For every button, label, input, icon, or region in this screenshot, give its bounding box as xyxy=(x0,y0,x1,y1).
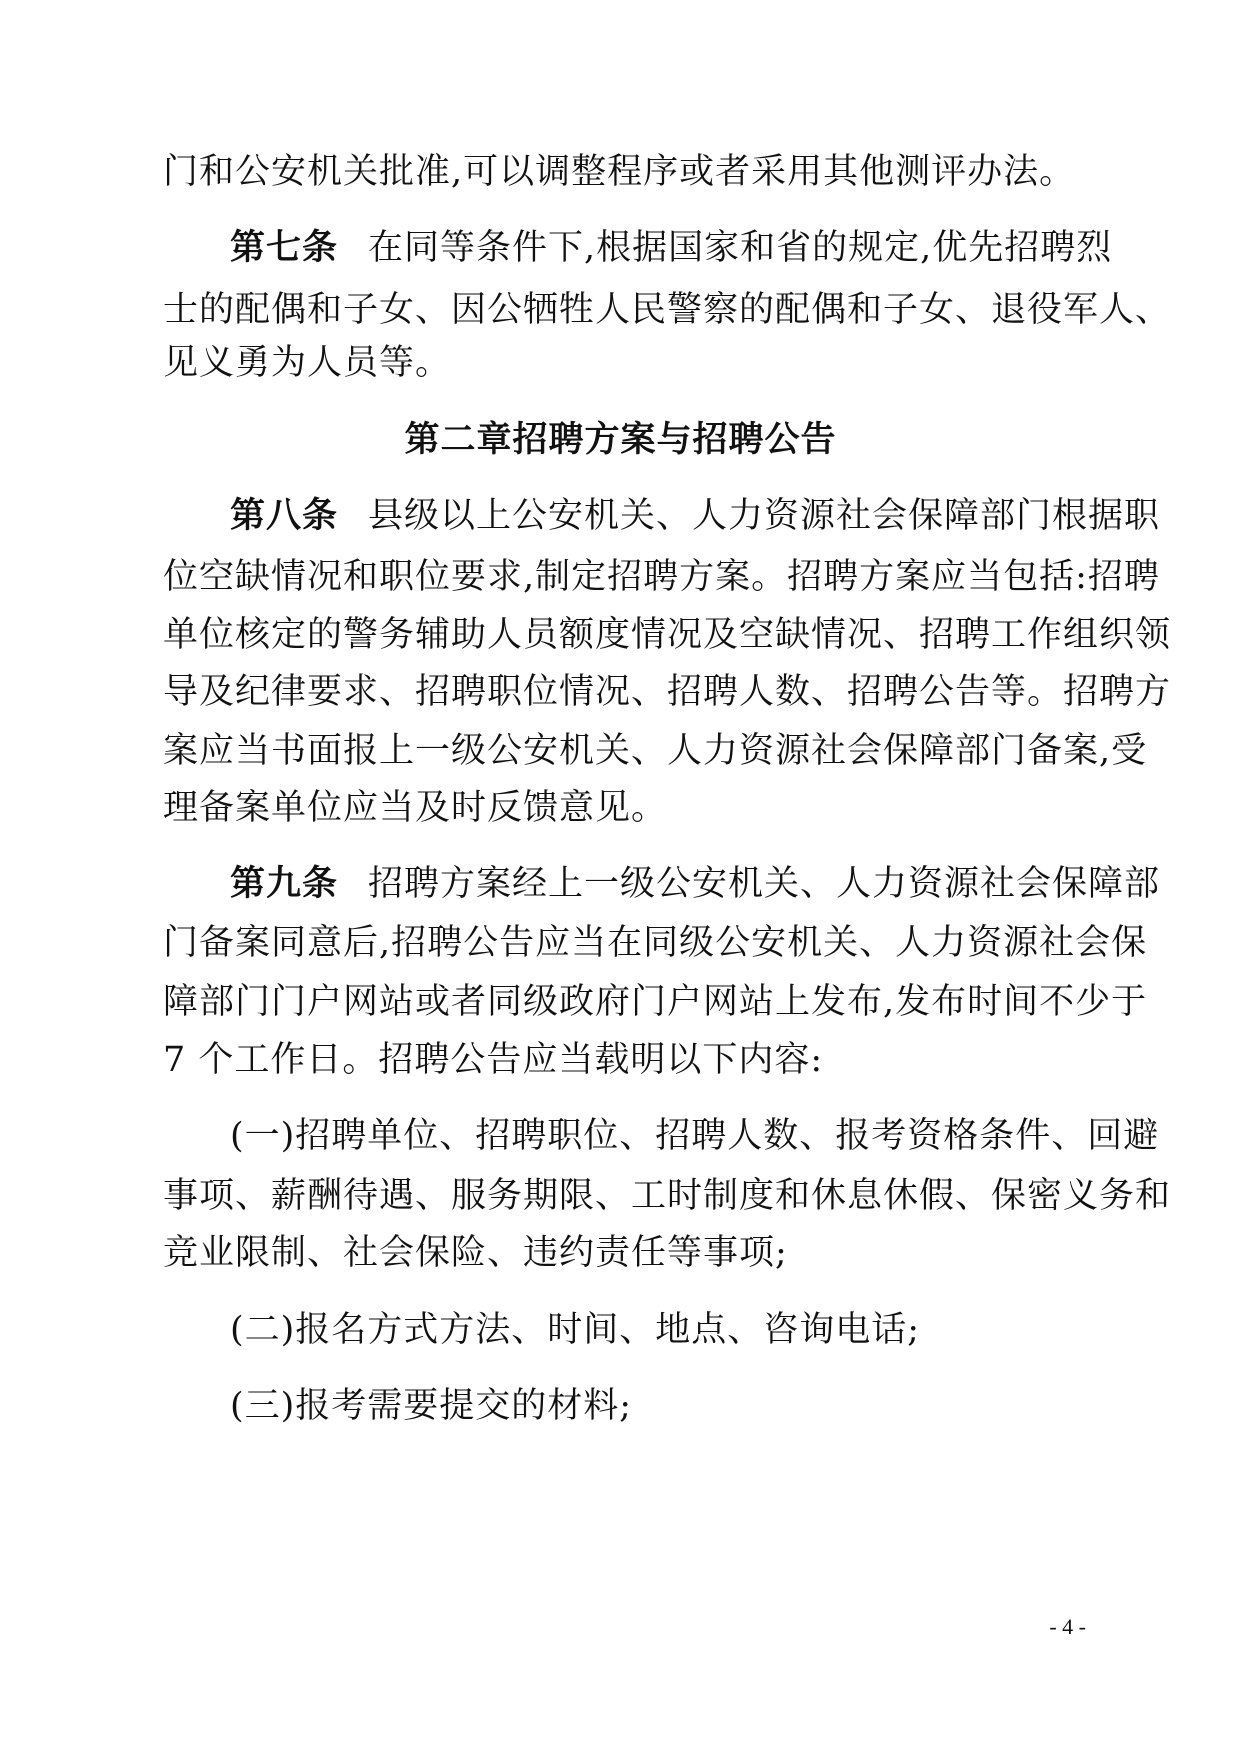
article-9-line-1 xyxy=(230,863,1161,904)
line-text: 位空缺情况和职位要求,制定招聘方案。招聘方案应当包括:招聘 xyxy=(163,557,1160,597)
article-9-line-2 xyxy=(163,923,1148,963)
article-9-line-4 xyxy=(163,1040,1103,1080)
line-text: 见义勇为人员等。 xyxy=(163,343,452,383)
article-8-label: 第八条 xyxy=(230,495,339,536)
line-text: 士的配偶和子女、因公牺牲人民警察的配偶和子女、退役军人、 xyxy=(163,290,1172,330)
line-text: (三)报考需要提交的材料; xyxy=(230,1386,633,1426)
article-8-line-2 xyxy=(163,557,1160,597)
line-text: 门和公安机关批准,可以调整程序或者采用其他测评办法。 xyxy=(163,152,1076,192)
article-9-label: 第九条 xyxy=(230,863,339,904)
line-text: 门备案同意后,招聘公告应当在同级公安机关、人力资源社会保 xyxy=(163,923,1148,963)
line-text: 障部门门户网站或者同级政府门户网站上发布,发布时间不少于 xyxy=(163,982,1148,1022)
article-7-label: 第七条 xyxy=(230,227,339,268)
item-1-line-1 xyxy=(230,1116,1160,1156)
line-text: 在同等条件下,根据国家和省的规定,优先招聘烈 xyxy=(368,228,1113,268)
item-3-line-1 xyxy=(230,1386,1103,1426)
page-number: - 4 - xyxy=(1049,1614,1086,1639)
article-8-line-4 xyxy=(163,672,1172,712)
item-1-line-2 xyxy=(163,1176,1172,1216)
line-text: 县级以上公安机关、人力资源社会保障部门根据职 xyxy=(368,496,1161,536)
article-8-line-1 xyxy=(230,495,1161,536)
line-text: (一)招聘单位、招聘职位、招聘人数、报考资格条件、回避 xyxy=(230,1116,1160,1156)
item-1-line-3 xyxy=(163,1233,1103,1273)
line-text: 竞业限制、社会保险、违约责任等事项; xyxy=(163,1233,788,1273)
line-text: 单位核定的警务辅助人员额度情况及空缺情况、招聘工作组织领 xyxy=(163,615,1172,655)
article-9-line-3 xyxy=(163,982,1148,1022)
article-7-line-2 xyxy=(163,290,1172,330)
line-text: 案应当书面报上一级公安机关、人力资源社会保障部门备案,受 xyxy=(163,731,1148,771)
line-text: 招聘方案经上一级公安机关、人力资源社会保障部 xyxy=(368,864,1161,904)
line-text: 理备案单位应当及时反馈意见。 xyxy=(163,788,668,828)
text-line xyxy=(163,152,1103,192)
line-text: 7 个工作日。招聘公告应当载明以下内容: xyxy=(163,1040,824,1080)
article-7-line-1 xyxy=(230,227,1113,268)
line-text: 导及纪律要求、招聘职位情况、招聘人数、招聘公告等。招聘方 xyxy=(163,672,1172,712)
item-2-line-1 xyxy=(230,1310,1103,1350)
line-text: (二)报名方式方法、时间、地点、咨询电话; xyxy=(230,1310,921,1350)
line-text: 事项、薪酬待遇、服务期限、工时制度和休息休假、保密义务和 xyxy=(163,1176,1172,1216)
article-8-line-3 xyxy=(163,615,1172,655)
article-7-line-3 xyxy=(163,343,1103,383)
article-8-line-5 xyxy=(163,731,1148,771)
article-8-line-6 xyxy=(163,788,1103,828)
chapter-heading: 第二章招聘方案与招聘公告 xyxy=(404,420,837,460)
